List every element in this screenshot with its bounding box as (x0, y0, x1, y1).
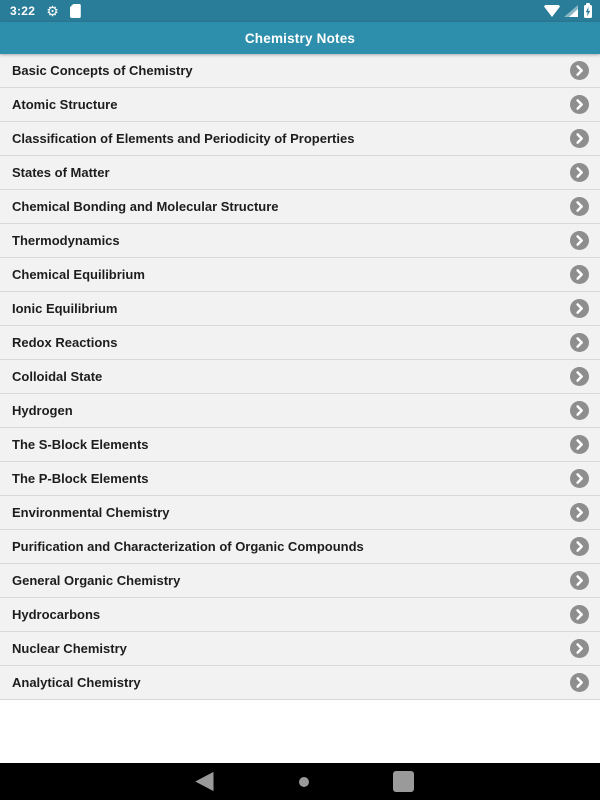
topic-title: States of Matter (12, 165, 110, 180)
list-item[interactable] (0, 326, 600, 360)
chevron-right-icon (570, 231, 589, 250)
topic-title: General Organic Chemistry (12, 573, 181, 588)
list-item[interactable] (0, 88, 600, 122)
chevron-right-icon (570, 61, 589, 80)
topic-title: Purification and Characterization of Organic Compounds (12, 539, 364, 554)
chevron-right-icon (570, 95, 589, 114)
list-item[interactable] (0, 496, 600, 530)
list-item[interactable] (0, 156, 600, 190)
chevron-right-icon (570, 571, 589, 590)
topic-title: Hydrogen (12, 403, 73, 418)
topic-title: Nuclear Chemistry (12, 641, 127, 656)
list-item[interactable] (0, 598, 600, 632)
list-item[interactable] (0, 632, 600, 666)
cell-signal-icon (564, 5, 578, 17)
list-item[interactable] (0, 224, 600, 258)
topic-title: Chemical Bonding and Molecular Structure (12, 199, 279, 214)
topic-title: Colloidal State (12, 369, 103, 384)
list-item[interactable] (0, 530, 600, 564)
chevron-right-icon (570, 503, 589, 522)
topic-title: Environmental Chemistry (12, 505, 170, 520)
chevron-right-icon (570, 605, 589, 624)
sd-card-icon (70, 4, 81, 18)
list-item[interactable] (0, 122, 600, 156)
app-bar (0, 22, 600, 54)
topic-title: Classification of Elements and Periodicity of Properties (12, 131, 355, 146)
topic-title: The S-Block Elements (12, 437, 149, 452)
topic-title: Basic Concepts of Chemistry (12, 63, 193, 78)
topic-list (0, 54, 600, 700)
recents-button[interactable] (385, 763, 421, 800)
list-item[interactable] (0, 666, 600, 700)
home-circle-icon (299, 777, 309, 787)
chevron-right-icon (570, 367, 589, 386)
chevron-right-icon (570, 299, 589, 318)
chevron-right-icon (570, 469, 589, 488)
clock-text: 3:22 (10, 4, 36, 18)
topic-title: Redox Reactions (12, 335, 118, 350)
topic-title: Thermodynamics (12, 233, 120, 248)
chevron-right-icon (570, 435, 589, 454)
topic-title: Ionic Equilibrium (12, 301, 118, 316)
list-item[interactable] (0, 360, 600, 394)
topic-title: Hydrocarbons (12, 607, 101, 622)
chevron-right-icon (570, 163, 589, 182)
home-button[interactable] (286, 763, 322, 800)
list-item[interactable] (0, 190, 600, 224)
chevron-right-icon (570, 129, 589, 148)
battery-charging-icon (584, 5, 592, 18)
content-empty-area (0, 700, 600, 763)
list-item[interactable] (0, 394, 600, 428)
list-item[interactable] (0, 564, 600, 598)
android-nav-bar (0, 763, 600, 800)
settings-gear-icon: ⚙︎ (46, 3, 59, 19)
back-triangle-icon (195, 771, 214, 792)
list-item[interactable] (0, 428, 600, 462)
page-title: Chemistry Notes (244, 30, 356, 46)
topic-title: Atomic Structure (12, 97, 118, 112)
list-item[interactable] (0, 462, 600, 496)
chevron-right-icon (570, 673, 589, 692)
chevron-right-icon (570, 639, 589, 658)
recents-square-icon (393, 771, 414, 792)
topic-title: Chemical Equilibrium (12, 267, 145, 282)
status-bar (0, 0, 600, 22)
chevron-right-icon (570, 537, 589, 556)
list-item[interactable] (0, 54, 600, 88)
back-button[interactable] (186, 763, 222, 800)
chevron-right-icon (570, 333, 589, 352)
list-item[interactable] (0, 292, 600, 326)
chevron-right-icon (570, 265, 589, 284)
wifi-icon (544, 5, 560, 17)
chevron-right-icon (570, 197, 589, 216)
list-item[interactable] (0, 258, 600, 292)
chevron-right-icon (570, 401, 589, 420)
topic-title: Analytical Chemistry (12, 675, 141, 690)
topic-title: The P-Block Elements (12, 471, 149, 486)
